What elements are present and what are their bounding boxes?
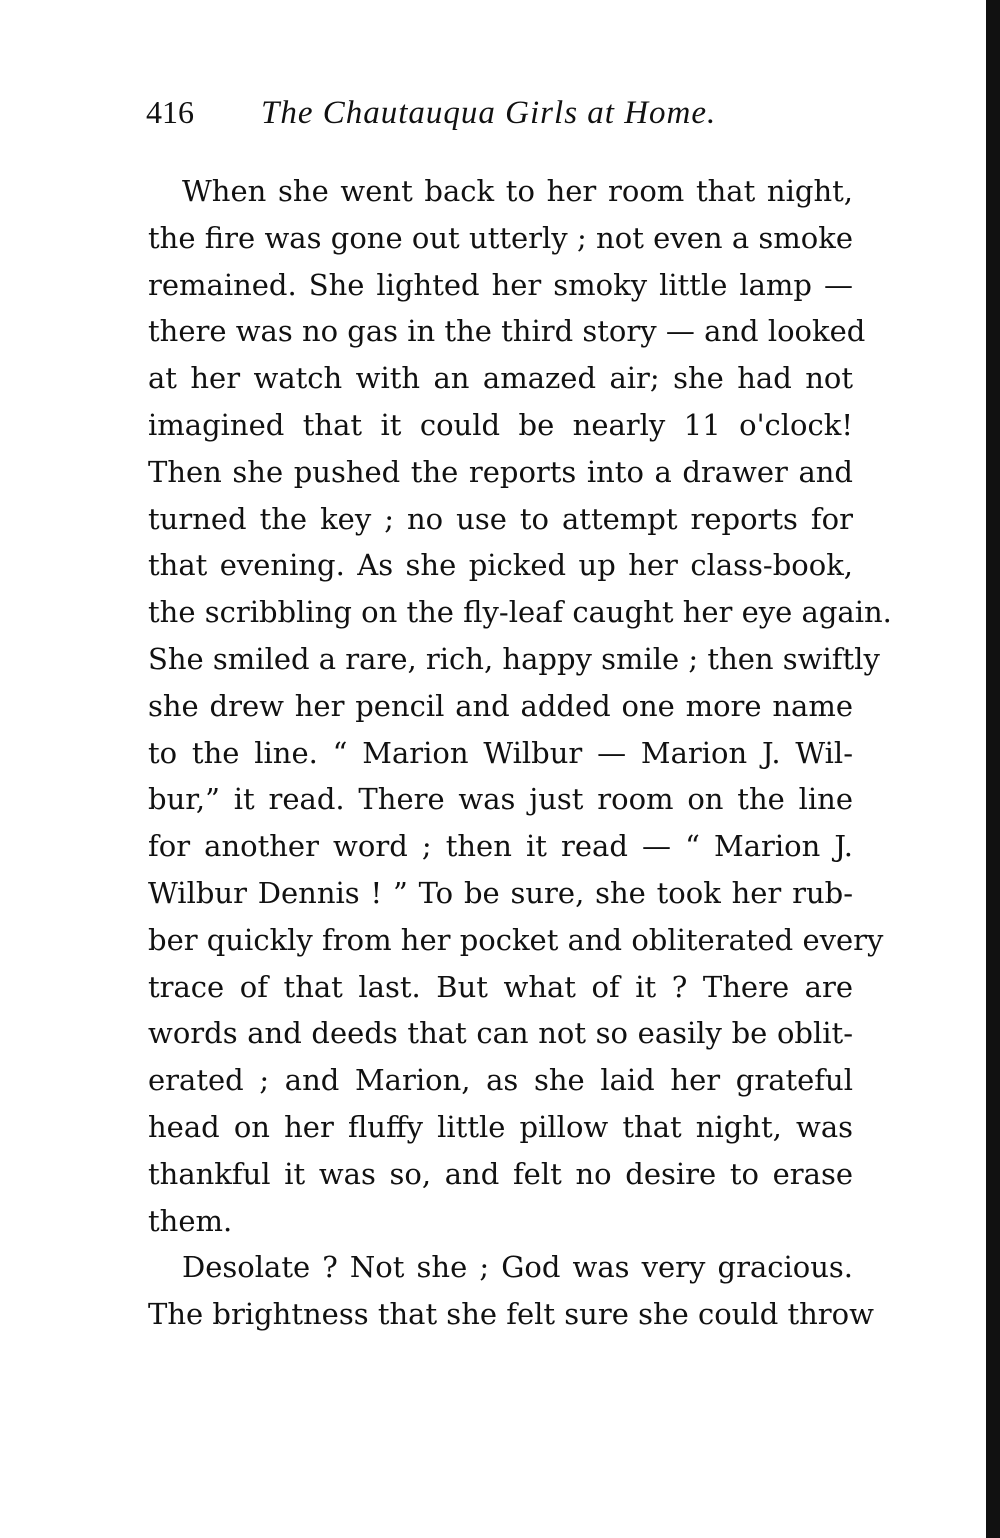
text-line: Then she pushed the reports into a drawer and [148, 454, 853, 489]
text-line: The brightness that she felt sure she could throw [148, 1297, 874, 1332]
text-line: thankful it was so, and felt no desire to erase [148, 1156, 853, 1191]
body-text [148, 168, 892, 1338]
page-edge-shadow [986, 0, 1000, 1538]
running-title: The Chautauqua Girls at Home. [261, 95, 717, 131]
text-line: remained. She lighted her smoky little lamp — [148, 267, 853, 302]
page-number: 416 [146, 94, 194, 130]
text-line: imagined that it could be nearly 11 o'clock! [148, 407, 853, 442]
text-line: at her watch with an amazed air; she had not [148, 361, 853, 396]
text-line: the scribbling on the fly-leaf caught her eye again. [148, 595, 892, 630]
text-line: Desolate ? Not she ; God was very gracious. [182, 1250, 853, 1285]
text-line: turned the key ; no use to attempt reports for [148, 501, 853, 536]
text-line: words and deeds that can not so easily be oblit- [148, 1016, 853, 1051]
text-line: them. [148, 1203, 233, 1238]
text-line: Wilbur Dennis ! ” To be sure, she took her rub- [148, 875, 853, 910]
text-line: ber quickly from her pocket and obliterated every [148, 922, 884, 957]
text-line: erated ; and Marion, as she laid her grateful [148, 1063, 853, 1098]
text-line: trace of that last. But what of it ? There are [148, 969, 853, 1004]
text-line: that evening. As she picked up her class-book, [148, 548, 853, 583]
text-line: for another word ; then it read — “ Marion J. [148, 829, 853, 864]
text-line: the fire was gone out utterly ; not even a smoke [148, 220, 853, 255]
text-line: she drew her pencil and added one more name [148, 688, 853, 723]
text-line: bur,” it read. There was just room on the line [148, 782, 853, 817]
text-line: head on her fluffy little pillow that night, was [148, 1109, 853, 1144]
running-header [146, 88, 866, 136]
text-line: there was no gas in the third story — and looked [148, 314, 866, 349]
text-line: to the line. “ Marion Wilbur — Marion J. Wil- [148, 735, 853, 770]
text-line: When she went back to her room that night, [182, 174, 853, 208]
text-line: She smiled a rare, rich, happy smile ; then swiftly [148, 641, 880, 676]
